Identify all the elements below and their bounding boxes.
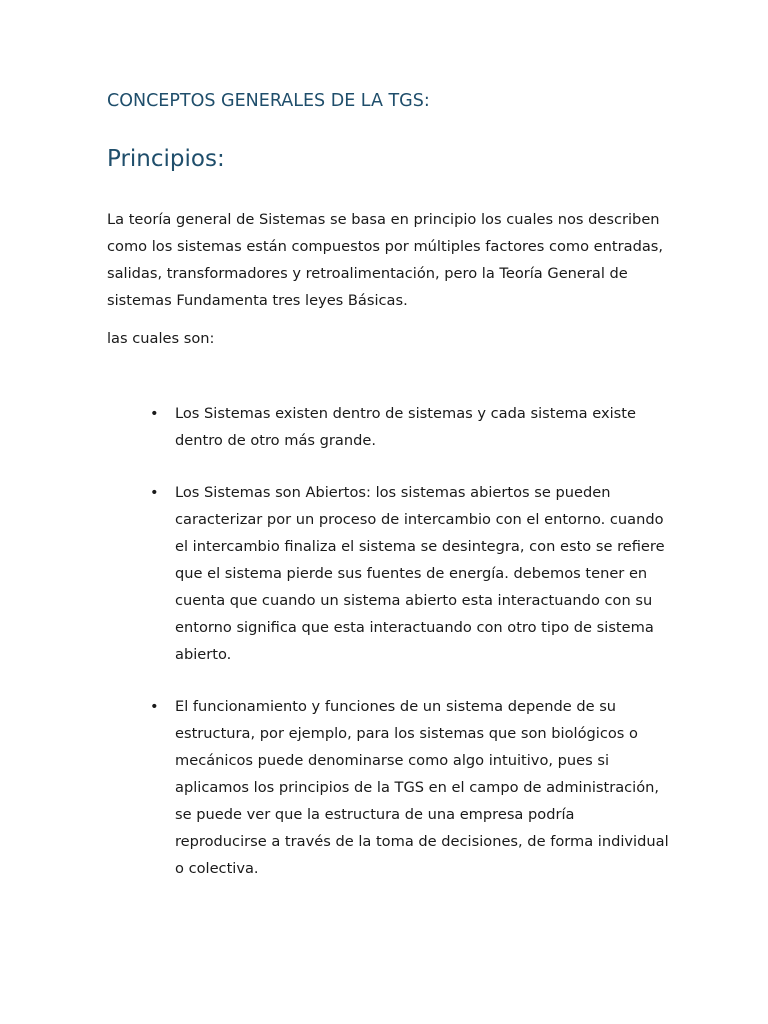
- bullet-icon: •: [150, 405, 159, 422]
- section-heading: Principios:: [107, 146, 225, 172]
- list-item-text: Los Sistemas son Abiertos: los sistemas abiertos se pueden caracterizar por un proceso de intercambio con el entorno. cuando el intercambio finaliza el sistema se desintegra, con esto se refiere que el sistema pierde sus fuentes de energía. debemos tener en cuenta que cuando un sistema abierto esta interactuando con su entorno significa que esta interactuando con otro tipo de sistema abierto.: [175, 484, 665, 663]
- intro-paragraph: La teoría general de Sistemas se basa en principio los cuales nos describen como los sistemas están compuestos por múltiples factores como entradas, salidas, transformadores y retroalimentación, pero la Teoría General de sistemas Fundamenta tres leyes Básicas.: [107, 211, 664, 309]
- bullet-icon: •: [150, 484, 159, 501]
- list-item-text: El funcionamiento y funciones de un sistema depende de su estructura, por ejemplo, para los sistemas que son biológicos o mecánicos puede denominarse como algo intuitivo, pues si aplicamos los principios de la TGS en el campo de administración, se puede ver que la estructura de una empresa podría reproducirse a través de la toma de decisiones, de forma individual o colectiva.: [175, 698, 669, 877]
- list-lead-in: las cuales son:: [107, 330, 215, 347]
- document-title: CONCEPTOS GENERALES DE LA TGS:: [107, 91, 430, 111]
- bullet-icon: •: [150, 698, 159, 715]
- list-item-text: Los Sistemas existen dentro de sistemas y cada sistema existe dentro de otro más grande.: [175, 405, 636, 449]
